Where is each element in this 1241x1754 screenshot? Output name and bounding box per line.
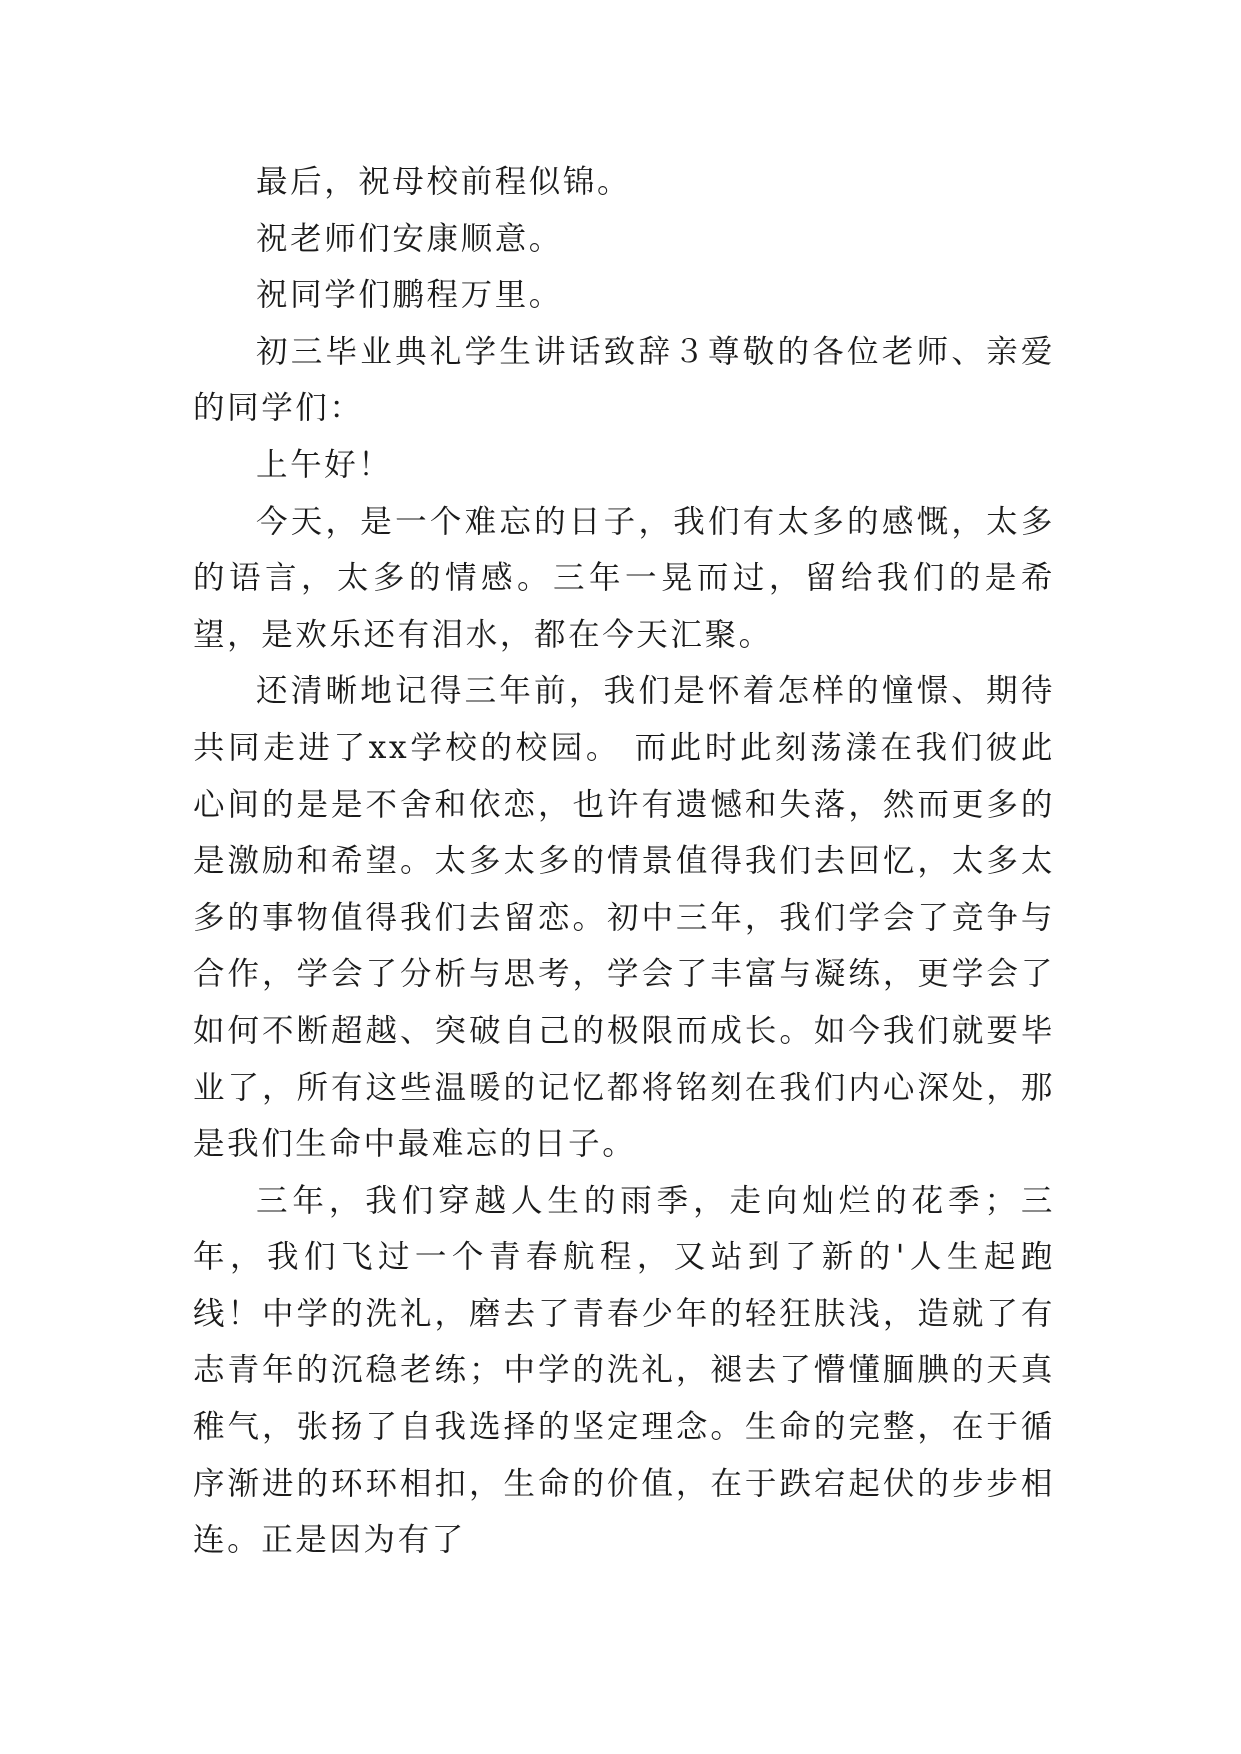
paragraph-three-years-ago: 还清晰地记得三年前，我们是怀着怎样的憧憬、期待共同走进了xx学校的校园。 而此时此刻荡漾在我们彼此心间的是是不舍和依恋，也许有遗憾和失落，然而更多的是激励和希望。太多太多的情景值得我们去回忆，太多太多的事物值得我们去留恋。初中三年，我们学会了竞争与合作，学会了分析与思考，学会了丰富与凝练，更学会了如何不断超越、突破自己的极限而成长。如今我们就要毕业了，所有这些温暖的记忆都将铭刻在我们内心深处，那是我们生命中最难忘的日子。 [193,673,1055,1163]
paragraph-closing-wish-teachers: 祝老师们安康顺意。 [256,220,563,257]
paragraph-closing-wish-classmates: 祝同学们鹏程万里。 [256,277,563,314]
paragraph-closing-wish-school: 最后，祝母校前程似锦。 [256,164,632,200]
paragraph-memorable-day: 今天，是一个难忘的日子，我们有太多的感慨，太多的语言，太多的情感。三年一晃而过，留给我们的是希望，是欢乐还有泪水，都在今天汇聚。 [193,503,1055,653]
paragraph-greeting: 上午好！ [256,446,393,483]
paragraph-three-years-journey: 三年，我们穿越人生的雨季，走向灿烂的花季；三年，我们飞过一个青春航程，又站到了新的'人生起跑线！中学的洗礼，磨去了青春少年的轻狂肤浅，造就了有志青年的沉稳老练；中学的洗礼，褪去了懵懂腼腆的天真稚气，张扬了自我选择的坚定理念。生命的完整，在于循序渐进的环环相扣，生命的价值，在于跌宕起伏的步步相连。正是因为有了 [193,1182,1055,1559]
paragraph-speech-heading: 初三毕业典礼学生讲话致辞３尊敬的各位老师、亲爱的同学们： [193,333,1055,427]
document-body [193,154,1055,1569]
